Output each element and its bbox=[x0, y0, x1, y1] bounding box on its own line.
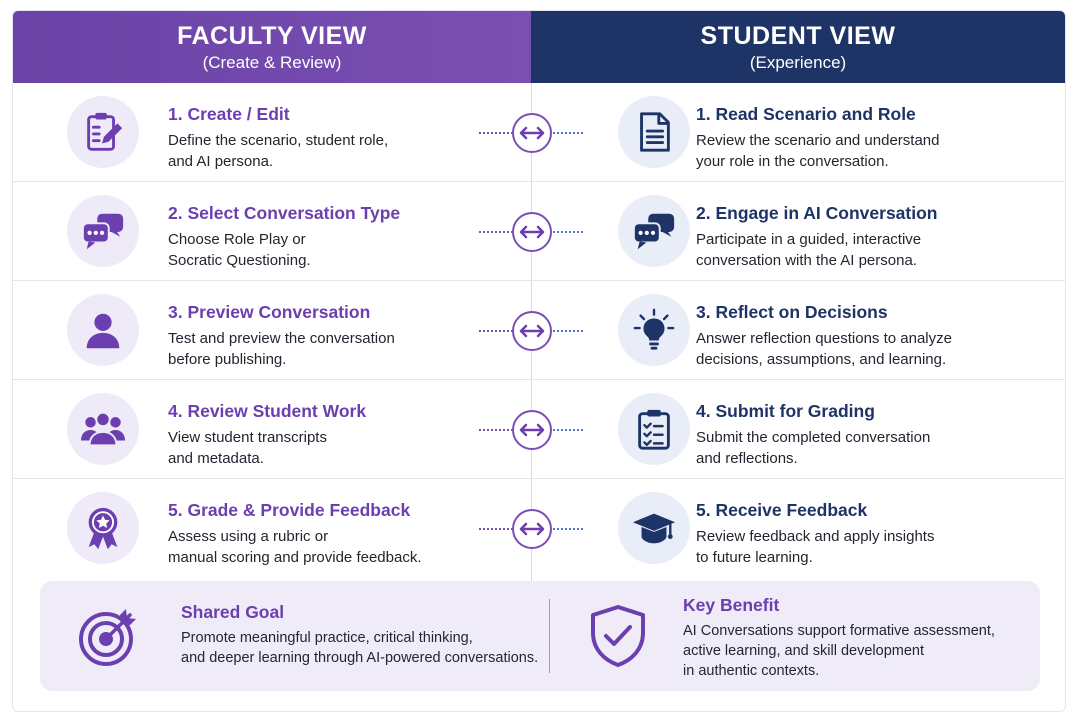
target-icon bbox=[76, 603, 142, 669]
student-step-1 bbox=[532, 83, 1065, 181]
student-step-4-desc: Submit the completed conversation and reflections. bbox=[696, 429, 931, 467]
graduation-cap-icon bbox=[618, 492, 690, 564]
key-benefit-title: Key Benefit bbox=[683, 595, 780, 615]
student-step-2-desc: Participate in a guided, interactive conversation with the AI persona. bbox=[696, 231, 922, 269]
document-icon bbox=[618, 96, 690, 168]
step-row-2 bbox=[13, 182, 1065, 281]
key-benefit-desc: AI Conversations support formative assessment, active learning, and skill development in authentic contexts. bbox=[683, 623, 995, 679]
step-row-1 bbox=[13, 83, 1065, 182]
step-row-5 bbox=[13, 479, 1065, 577]
student-step-5 bbox=[532, 479, 1065, 577]
faculty-step-2-title: 2. Select Conversation Type bbox=[168, 203, 401, 223]
faculty-step-3-title: 3. Preview Conversation bbox=[168, 302, 371, 322]
student-step-2-title: 2. Engage in AI Conversation bbox=[696, 203, 938, 223]
faculty-step-1-title: 1. Create / Edit bbox=[168, 104, 290, 124]
faculty-step-1 bbox=[13, 83, 531, 181]
bidirectional-arrow-icon bbox=[512, 509, 552, 549]
student-step-1-desc: Review the scenario and understand your role in the conversation. bbox=[696, 132, 940, 170]
diagram-frame bbox=[12, 10, 1066, 712]
step-1-connector bbox=[479, 113, 583, 153]
step-row-3 bbox=[13, 281, 1065, 380]
clipboard-edit-icon bbox=[67, 96, 139, 168]
faculty-step-5 bbox=[13, 479, 531, 577]
faculty-view-title: FACULTY VIEW bbox=[177, 21, 367, 50]
student-view-subtitle: (Experience) bbox=[749, 52, 847, 72]
bidirectional-arrow-icon bbox=[512, 113, 552, 153]
chat-bubbles-icon bbox=[618, 195, 690, 267]
student-step-3 bbox=[532, 281, 1065, 379]
shared-goal-title: Shared Goal bbox=[181, 602, 285, 622]
faculty-step-5-desc: Assess using a rubric or manual scoring and provide feedback. bbox=[168, 528, 422, 566]
step-row-4 bbox=[13, 380, 1065, 479]
student-step-3-desc: Answer reflection questions to analyze decisions, assumptions, and learning. bbox=[696, 330, 952, 368]
student-view-header bbox=[531, 11, 1065, 83]
faculty-step-5-title: 5. Grade & Provide Feedback bbox=[168, 500, 411, 520]
student-step-2 bbox=[532, 182, 1065, 280]
faculty-step-2 bbox=[13, 182, 531, 280]
faculty-step-1-desc: Define the scenario, student role, and AI persona. bbox=[168, 132, 389, 170]
faculty-step-4-title: 4. Review Student Work bbox=[168, 401, 367, 421]
step-5-connector bbox=[479, 509, 583, 549]
shield-check-icon bbox=[585, 603, 651, 669]
shared-goal-desc: Promote meaningful practice, critical thinking, and deeper learning through AI-powered conversations. bbox=[181, 630, 539, 666]
chat-bubbles-icon bbox=[67, 195, 139, 267]
student-step-4 bbox=[532, 380, 1065, 478]
bidirectional-arrow-icon bbox=[512, 410, 552, 450]
faculty-view-subtitle: (Create & Review) bbox=[202, 52, 342, 72]
student-step-3-title: 3. Reflect on Decisions bbox=[696, 302, 888, 322]
faculty-step-3-desc: Test and preview the conversation before publishing. bbox=[168, 330, 395, 368]
lightbulb-icon bbox=[618, 294, 690, 366]
student-step-4-title: 4. Submit for Grading bbox=[696, 401, 875, 421]
footer-divider bbox=[549, 599, 550, 673]
step-4-connector bbox=[479, 410, 583, 450]
student-step-1-title: 1. Read Scenario and Role bbox=[696, 104, 916, 124]
faculty-step-3 bbox=[13, 281, 531, 379]
user-icon bbox=[67, 294, 139, 366]
student-step-5-title: 5. Receive Feedback bbox=[696, 500, 868, 520]
shared-goal-panel bbox=[40, 581, 1040, 691]
group-icon bbox=[67, 393, 139, 465]
faculty-view-header bbox=[13, 11, 531, 83]
steps-list bbox=[13, 83, 1065, 577]
step-3-connector bbox=[479, 311, 583, 351]
award-badge-icon bbox=[67, 492, 139, 564]
student-view-title: STUDENT VIEW bbox=[700, 21, 896, 50]
bidirectional-arrow-icon bbox=[512, 311, 552, 351]
checklist-icon bbox=[618, 393, 690, 465]
faculty-step-2-desc: Choose Role Play or Socratic Questioning. bbox=[168, 231, 311, 269]
faculty-step-4-desc: View student transcripts and metadata. bbox=[168, 429, 327, 467]
student-step-5-desc: Review feedback and apply insights to future learning. bbox=[696, 528, 935, 566]
step-2-connector bbox=[479, 212, 583, 252]
bidirectional-arrow-icon bbox=[512, 212, 552, 252]
faculty-step-4 bbox=[13, 380, 531, 478]
